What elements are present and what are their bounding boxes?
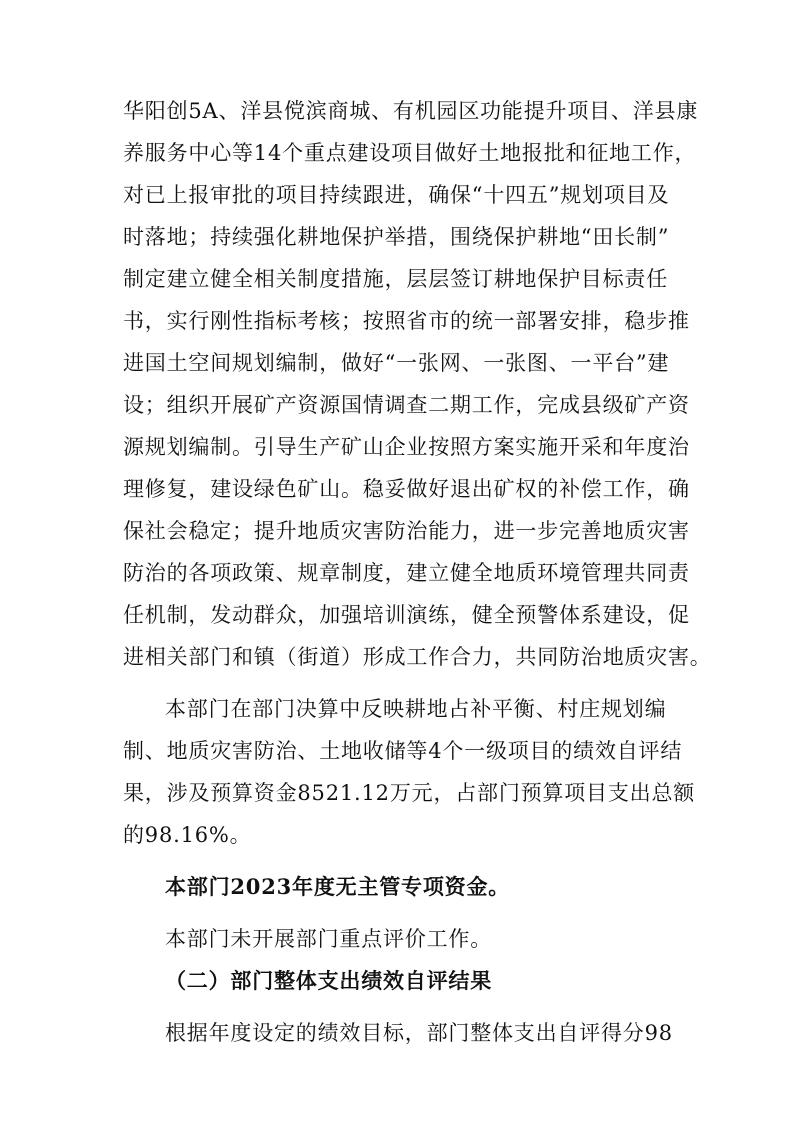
text-line: 本部门2023年度无主管专项资金。 (165, 874, 511, 899)
text-line: 华阳创5A、洋县傥滨商城、有机园区功能提升项目、洋县康 (123, 99, 699, 123)
text-line: 制定建立健全相关制度措施，层层签订耕地保护目标责任 (123, 267, 668, 291)
paragraph-project-evaluation (123, 688, 696, 856)
section-subheading: （二）部门整体支出绩效自评结果 (165, 968, 492, 993)
text-line: 的98.16%。 (123, 823, 252, 847)
text-line: 果，涉及预算资金8521.12万元，占部门预算项目支出总额 (123, 781, 696, 805)
text-line: 进相关部门和镇（街道）形成工作合力，共同防治地质灾害。 (123, 645, 712, 669)
text-line: 养服务中心等14个重点建设项目做好土地报批和征地工作， (123, 141, 697, 165)
text-line: 本部门未开展部门重点评价工作。 (165, 927, 492, 951)
text-line: 理修复，建设绿色矿山。稳妥做好退出矿权的补偿工作，确 (123, 477, 690, 501)
text-line: 对已上报审批的项目持续跟进，确保“十四五”规划项目及 (123, 183, 670, 207)
paragraph-key-evaluation (123, 918, 683, 960)
paragraph-land-projects (123, 90, 712, 678)
text-line: 根据年度设定的绩效目标，部门整体支出自评得分98 (165, 1021, 673, 1045)
text-line: 保社会稳定；提升地质灾害防治能力，进一步完善地质灾害 (123, 519, 690, 543)
text-line: 源规划编制。引导生产矿山企业按照方案实施开采和年度治 (123, 435, 690, 459)
text-line: 制、地质灾害防治、土地收储等4个一级项目的绩效自评结 (123, 739, 683, 763)
text-line: 防治的各项政策、规章制度，建立健全地质环境管理共同责 (123, 561, 690, 585)
paragraph-overall-score (123, 1012, 683, 1054)
text-line: 本部门在部门决算中反映耕地占补平衡、村庄规划编 (165, 697, 667, 721)
text-line: 设；组织开展矿产资源国情调查二期工作，完成县级矿产资 (123, 393, 690, 417)
text-line: 进国土空间规划编制，做好“一张网、一张图、一平台”建 (123, 351, 670, 375)
section-heading (123, 960, 683, 1002)
paragraph-special-funds (123, 866, 683, 908)
document-body (123, 90, 712, 1054)
text-line: 任机制，发动群众，加强培训演练，健全预警体系建设，促 (123, 603, 690, 627)
text-line: 时落地；持续强化耕地保护举措，围绕保护耕地“田长制” (123, 225, 670, 249)
text-line: 书，实行刚性指标考核；按照省市的统一部署安排，稳步推 (123, 309, 690, 333)
